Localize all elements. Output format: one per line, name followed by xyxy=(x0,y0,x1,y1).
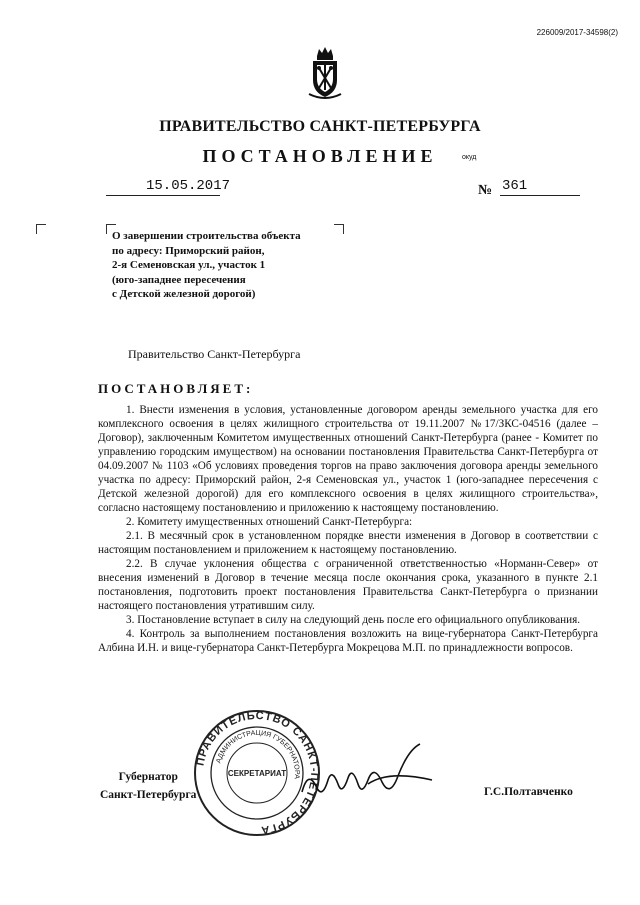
signatory-title-line: Губернатор xyxy=(118,771,178,783)
paragraph-4: 4. Контроль за выполнением постановления возложить на вице-губернатора Санкт-Петербурга Албина И.Н. и вице-губернатора Санкт-Петербурга Мокрецова М.П. по принадлежности вопросов. xyxy=(98,628,598,654)
subject-line: с Детской железной дорогой) xyxy=(112,288,256,300)
document-subject xyxy=(112,229,352,302)
paragraph-2-1: 2.1. В месячный срок в установленном порядке внести изменения в Договор в соответствии с настоящим постановлением и приложением к настоящему постановлению. xyxy=(98,530,598,556)
document-type-title: ПОСТАНОВЛЕНИЕ xyxy=(202,146,438,166)
subject-line: по адресу: Приморский район, xyxy=(112,244,265,257)
handwritten-signature xyxy=(298,740,438,810)
paragraph-3: 3. Постановление вступает в силу на следующий день после его официального опубликования. xyxy=(126,614,581,626)
subject-line: О завершении строительства объекта xyxy=(112,230,301,242)
subject-corner-mark xyxy=(36,224,46,234)
paragraph-2: 2. Комитету имущественных отношений Санкт-Петербурга: xyxy=(126,516,413,528)
okud-label: окуд xyxy=(462,154,477,161)
organization-title: ПРАВИТЕЛЬСТВО САНКТ-ПЕТЕРБУРГА xyxy=(159,118,481,135)
paragraph-1: 1. Внести изменения в условия, установленные договором аренды земельного участка для его комплексного освоения в целях жилищного строительства от 19.11.2007 №17/ЗКС-04516 (далее – Договор), заключенным Комитетом имущественных отношений Санкт-Петербурга (ранее - Комитет по управлению городским имуществом) на основании постановления Правительства Санкт-Петербурга от 04.09.2007 № 1103 «Об условиях проведения торгов на право заключения договора аренды земельного участка по адресу: Приморский район, 2-я Семеновская ул., участок 1 (юго-западнее пересечения с Детской железной дорогой) для его комплексного освоения в целях жилищного строительства», согласно настоящему постановлению и приложению к настоящему постановлению. xyxy=(98,404,598,514)
document-registration-number: 226009/2017-34598(2) xyxy=(536,28,618,37)
issuer-line: Правительство Санкт-Петербурга xyxy=(128,347,301,361)
signatory-title-line: Санкт-Петербурга xyxy=(100,789,197,801)
paragraph-2-2: 2.2. В случае уклонения общества с ограниченной ответственностью «Норманн-Север» от внесения изменений в Договор в течение месяца после окончания срока, указанного в пункте 2.1 постановления, подготовить проект постановления Правительства Санкт-Петербурга о признании настоящего постановления утратившим силу. xyxy=(98,558,598,612)
signatory-title xyxy=(100,768,196,804)
coat-of-arms-icon xyxy=(305,46,345,102)
svg-text:ПРАВИТЕЛЬСТВО САНКТ-ПЕТЕРБУРГА: ПРАВИТЕЛЬСТВО САНКТ-ПЕТЕРБУРГА xyxy=(194,709,321,837)
subject-line: 2-я Семеновская ул., участок 1 xyxy=(112,259,266,271)
svg-text:АДМИНИСТРАЦИЯ ГУБЕРНАТОРА: АДМИНИСТРАЦИЯ ГУБЕРНАТОРА xyxy=(215,729,301,780)
signatory-name: Г.С.Полтавченко xyxy=(484,786,573,798)
document-number: 361 xyxy=(502,178,528,194)
resolves-heading: ПОСТАНОВЛЯЕТ: xyxy=(98,381,254,396)
document-date: 15.05.2017 xyxy=(146,178,231,194)
svg-text:СЕКРЕТАРИАТ: СЕКРЕТАРИАТ xyxy=(227,769,287,778)
subject-line: (юго-западнее пересечения xyxy=(112,273,246,286)
date-underline xyxy=(106,195,220,196)
number-underline xyxy=(500,195,580,196)
number-sign: № xyxy=(478,183,493,198)
document-body xyxy=(98,403,598,655)
